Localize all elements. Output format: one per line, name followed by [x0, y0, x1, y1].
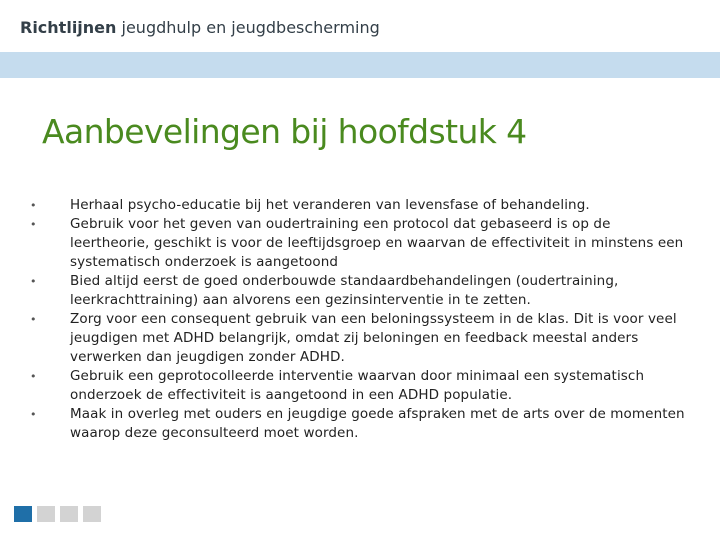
pager-square-4	[83, 506, 101, 522]
bullet-text: Gebruik een geprotocolleerde interventie waarvan door minimaal een systematisch onderzoek de effectiviteit is aangetoond in een ADHD populatie.	[70, 368, 645, 403]
bullet-dot: •	[30, 408, 37, 421]
bullet-dot: •	[30, 313, 37, 326]
bullet-text: Maak in overleg met ouders en jeugdige goede afspraken met de arts over de momenten waarop deze geconsulteerd moet worden.	[70, 406, 685, 441]
bullet-text: Herhaal psycho-educatie bij het veranderen van levensfase of behandeling.	[70, 197, 590, 213]
bullet-item	[28, 272, 688, 310]
bullet-item	[28, 405, 688, 443]
bullet-item	[28, 215, 688, 272]
brand-title-bold: Richtlijnen	[20, 18, 117, 37]
bullet-text: Gebruik voor het geven van oudertraining een protocol dat gebaseerd is op de leertheorie, geschikt is voor de leeftijdsgroep en waarvan de effectiviteit in minstens een systematisch onderzoek is aangetoond	[70, 216, 684, 270]
slide-title: Aanbevelingen bij hoofdstuk 4	[42, 112, 527, 151]
bullet-dot: •	[30, 275, 37, 288]
header-band	[0, 52, 720, 78]
pager-square-1	[14, 506, 32, 522]
bullet-text: Bied altijd eerst de goed onderbouwde standaardbehandelingen (oudertraining, leerkrachttraining) aan alvorens een gezinsinterventie in te zetten.	[70, 273, 619, 308]
header-bar	[0, 0, 720, 52]
bullet-dot: •	[30, 199, 37, 212]
bullet-dot: •	[30, 218, 37, 231]
bullet-item	[28, 310, 688, 367]
brand-title	[20, 18, 380, 37]
bullet-text: Zorg voor een consequent gebruik van een beloningssysteem in de klas. Dit is voor veel jeugdigen met ADHD belangrijk, omdat zij beloningen en feedback meestal anders verwerken dan jeugdigen zonder ADHD.	[70, 311, 677, 365]
bullet-list	[28, 196, 688, 443]
pager-square-2	[37, 506, 55, 522]
bullet-item	[28, 196, 688, 215]
bullet-dot: •	[30, 370, 37, 383]
brand-title-rest: jeugdhulp en jeugdbescherming	[116, 18, 380, 37]
pager-square-3	[60, 506, 78, 522]
bullet-item	[28, 367, 688, 405]
